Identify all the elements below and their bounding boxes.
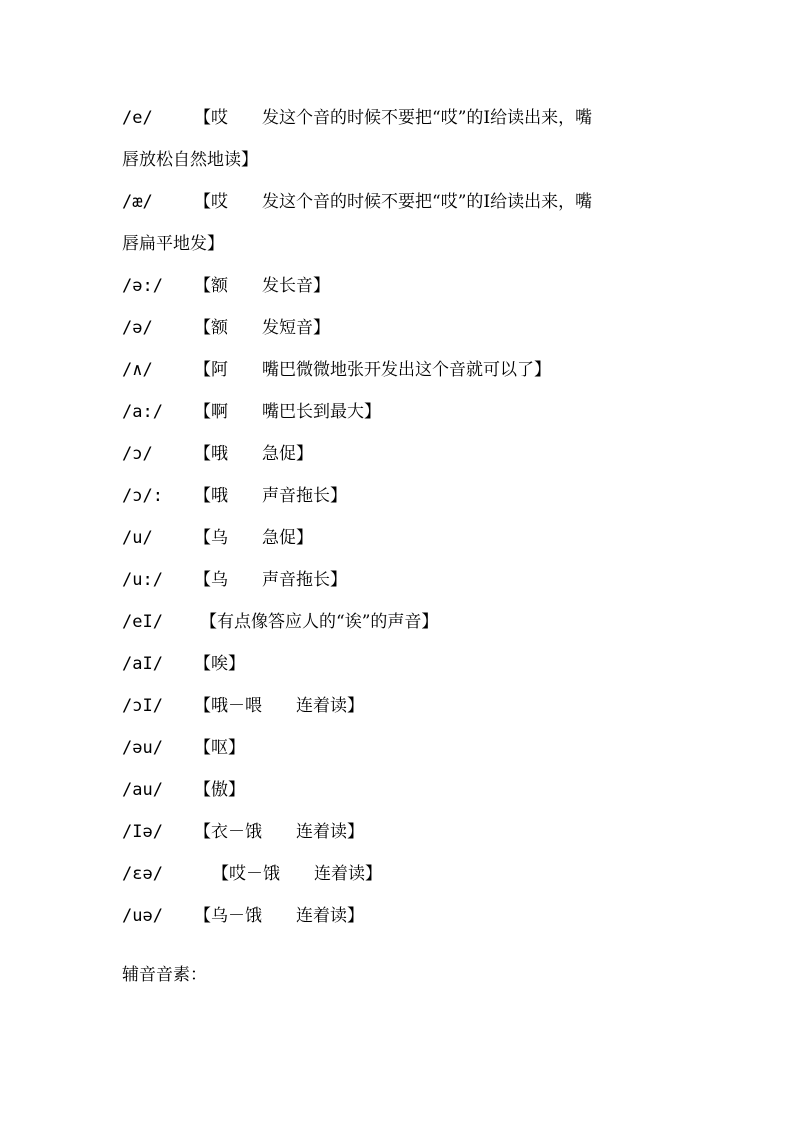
sound-hint: 【哎	[194, 192, 228, 212]
sound-hint: 【乌	[194, 528, 228, 548]
pronunciation-note: 急促】	[262, 444, 313, 464]
pronunciation-note: 连着读】	[296, 906, 364, 926]
phonetic-symbol: /aI/	[122, 654, 163, 674]
consonants-heading: 辅音音素：	[122, 965, 207, 985]
sound-hint: 【乌	[194, 570, 228, 590]
pronunciation-note: 连着读】	[314, 864, 382, 884]
phonetic-symbol: /æ/	[122, 192, 153, 212]
phonetic-symbol: /Iə/	[122, 822, 163, 842]
vowel-entry-e-continued: 唇放松自然地读】	[122, 150, 258, 170]
sound-hint: 【哎	[194, 108, 228, 128]
pronunciation-note: 嘴巴长到最大】	[262, 402, 381, 422]
sound-hint: 【哎－饿	[212, 864, 280, 884]
sound-hint: 【阿	[194, 360, 228, 380]
phonetic-symbol: /ə:/	[122, 276, 163, 296]
sound-hint: 【哦	[194, 444, 228, 464]
pronunciation-note: 声音拖长】	[262, 486, 347, 506]
phonetic-symbol: /eI/	[122, 612, 163, 632]
pronunciation-note: 发长音】	[262, 276, 330, 296]
pronunciation-note: 连着读】	[296, 696, 364, 716]
sound-hint: 【有点像答应人的“诶”的声音】	[200, 612, 439, 632]
pronunciation-note: 声音拖长】	[262, 570, 347, 590]
phonetic-symbol: /əu/	[122, 738, 163, 758]
sound-hint: 【衣－饿	[194, 822, 262, 842]
pronunciation-note: 嘴巴微微地张开发出这个音就可以了】	[262, 360, 551, 380]
phonetic-symbol: /ə/	[122, 318, 153, 338]
phonetic-symbol: /u/	[122, 528, 153, 548]
phonetic-symbol: /uə/	[122, 906, 163, 926]
sound-hint: 【哦－喂	[194, 696, 262, 716]
pronunciation-note: 发这个音的时候不要把“哎”的I给读出来，嘴	[262, 108, 593, 128]
phonetic-symbol: /∧/	[122, 360, 153, 380]
sound-hint: 【乌－饿	[194, 906, 262, 926]
sound-hint: 【啊	[194, 402, 228, 422]
sound-hint: 【呕】	[194, 738, 245, 758]
pronunciation-note: 急促】	[262, 528, 313, 548]
phonetic-symbol: /au/	[122, 780, 163, 800]
phonetic-symbol: /ɔI/	[122, 696, 163, 716]
sound-hint: 【傲】	[194, 780, 245, 800]
phonetic-symbol: /a:/	[122, 402, 163, 422]
vowel-entry-ae-continued: 唇扁平地发】	[122, 234, 224, 254]
phonetic-symbol: /e/	[122, 108, 153, 128]
phonetic-symbol: /ɛə/	[122, 864, 163, 884]
pronunciation-note: 连着读】	[296, 822, 364, 842]
phonetic-symbol: /ɔ/:	[122, 486, 163, 506]
phonetic-symbol: /ɔ/	[122, 444, 153, 464]
sound-hint: 【唉】	[194, 654, 245, 674]
sound-hint: 【哦	[194, 486, 228, 506]
sound-hint: 【额	[194, 276, 228, 296]
pronunciation-note: 发这个音的时候不要把“哎”的I给读出来，嘴	[262, 192, 593, 212]
pronunciation-note: 发短音】	[262, 318, 330, 338]
sound-hint: 【额	[194, 318, 228, 338]
phonetic-symbol: /u:/	[122, 570, 163, 590]
